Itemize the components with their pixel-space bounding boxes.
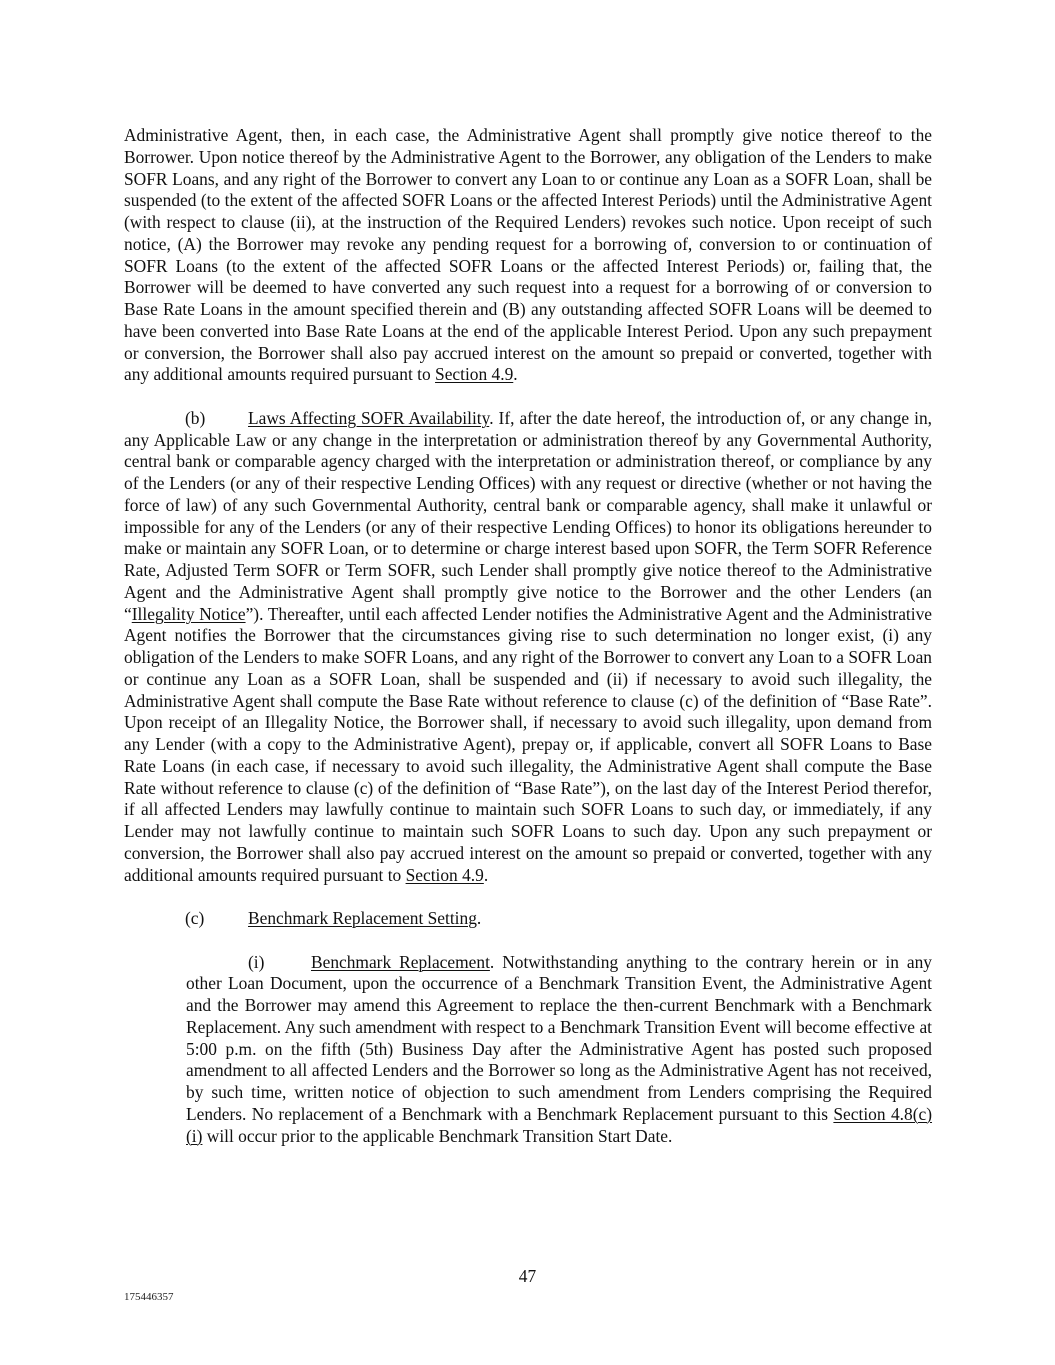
document-id: 175446357 <box>124 1291 174 1303</box>
clause-heading: Laws Affecting SOFR Availability <box>248 407 490 428</box>
clause-heading: Benchmark Replacement <box>311 951 490 972</box>
paragraph-continuation <box>124 125 932 386</box>
paragraph-text: . <box>483 864 489 885</box>
clause-heading: Benchmark Replacement Setting <box>248 908 477 928</box>
paragraph-text: . If, after the date hereof, the introduction of, or any change in, any Applicable Law or any change in the interpretation or administration thereof by any Governmental Authority, central bank or comparable agency charged with the interpretation or administration thereof, or compliance by any of the Lenders (or any of their respective Lending Offices) with any request or directive (whether or not having the force of law) of any such Governmental Authority, central bank or comparable agency, shall make it unlawful or impossible for any of the Lenders (or any of their respective Lending Offices) to honor its obligations hereunder to make or maintain any SOFR Loan, or to determine or charge interest based upon SOFR, the Term SOFR Reference Rate, Adjusted Term SOFR or Term SOFR, such Lender shall promptly give notice thereof to the Administrative Agent and the Administrative Agent shall promptly give notice to the Borrower and the other Lenders (an “ <box>124 407 932 624</box>
section-reference-link[interactable]: Section 4.9 <box>405 864 484 885</box>
clause-label: (c) <box>185 908 205 928</box>
paragraph-text: . <box>476 908 482 928</box>
paragraph-text: will occur prior to the applicable Benchmark Transition Start Date. <box>202 1125 673 1146</box>
paragraph-text: . Notwithstanding anything to the contrary herein or in any other Loan Document, upon the occurrence of a Benchmark Transition Event, the Administrative Agent and the Borrower may amend this Agreement to replace the then-current Benchmark with a Benchmark Replacement. Any such amendment with respect to a Benchmark Transition Event will become effective at 5:00 p.m. on the fifth (5th) Business Day after the Administrative Agent has posted such proposed amendment to all affected Lenders and the Borrower so long as the Administrative Agent has not received, by such time, written notice of objection to such amendment from Lenders comprising the Required Lenders. No replacement of a Benchmark with a Benchmark Replacement pursuant to this <box>186 951 932 1124</box>
clause-label: (i) <box>248 951 265 972</box>
document-page <box>124 125 932 1147</box>
paragraph-text: . <box>513 364 518 385</box>
page-number: 47 <box>518 1266 537 1286</box>
paragraph-b <box>124 408 932 887</box>
section-reference-link[interactable]: Section 4.9 <box>435 364 514 385</box>
paragraph-c-i <box>186 952 932 1148</box>
clause-label: (b) <box>185 407 206 428</box>
paragraph-text: Administrative Agent, then, in each case, the Administrative Agent shall promptly give notice thereof to the Borrower. Upon notice thereof by the Administrative Agent to the Borrower, any obligation of the Lenders to make SOFR Loans, and any right of the Borrower to convert any Loan to or continue any Loan as a SOFR Loan, shall be suspended (to the extent of the affected SOFR Loans or the affected Interest Periods) until the Administrative Agent (with respect to clause (ii), at the instruction of the Required Lenders) revokes such notice. Upon receipt of such notice, (A) the Borrower may revoke any pending request for a borrowing of, conversion to or continuation of SOFR Loans (to the extent of the affected SOFR Loans or the affected Interest Periods) or, failing that, the Borrower will be deemed to have converted any such request into a request for a borrowing of or conversion to Base Rate Loans in the amount specified therein and (B) any outstanding affected SOFR Loans will be deemed to have been converted into Base Rate Loans at the end of the applicable Interest Period. Upon any such prepayment or conversion, the Borrower shall also pay accrued interest on the amount so prepaid or converted, together with any additional amounts required pursuant to <box>124 125 932 385</box>
paragraph-text: ”). Thereafter, until each affected Lender notifies the Administrative Agent and the Administrative Agent notifies the Borrower that the circumstances giving rise to such determination no longer exist, (i) any obligation of the Lenders to make SOFR Loans, and any right of the Borrower to convert any Loan to a SOFR Loan or continue any Loan as a SOFR Loan, shall be suspended and (ii) if necessary to avoid such illegality, the Administrative Agent shall compute the Base Rate without reference to clause (c) of the definition of “Base Rate”. Upon receipt of an Illegality Notice, the Borrower shall, if necessary to avoid such illegality, upon demand from any Lender (with a copy to the Administrative Agent), prepay or, if applicable, convert all SOFR Loans to Base Rate Loans (in each case, if necessary to avoid such illegality, the Administrative Agent shall compute the Base Rate without reference to clause (c) of the definition of “Base Rate”), on the last day of the Interest Period therefor, if all affected Lenders may lawfully continue to maintain such SOFR Loans to such day, or immediately, if any Lender may not lawfully continue to maintain such SOFR Loans to such day. Upon any such prepayment or conversion, the Borrower shall also pay accrued interest on the amount so prepaid or converted, together with any additional amounts required pursuant to <box>124 603 933 885</box>
paragraph-c-heading <box>124 908 932 930</box>
section-reference-link[interactable]: Section 4.8(c)(i) <box>186 1103 933 1146</box>
defined-term: Illegality Notice <box>131 603 246 624</box>
